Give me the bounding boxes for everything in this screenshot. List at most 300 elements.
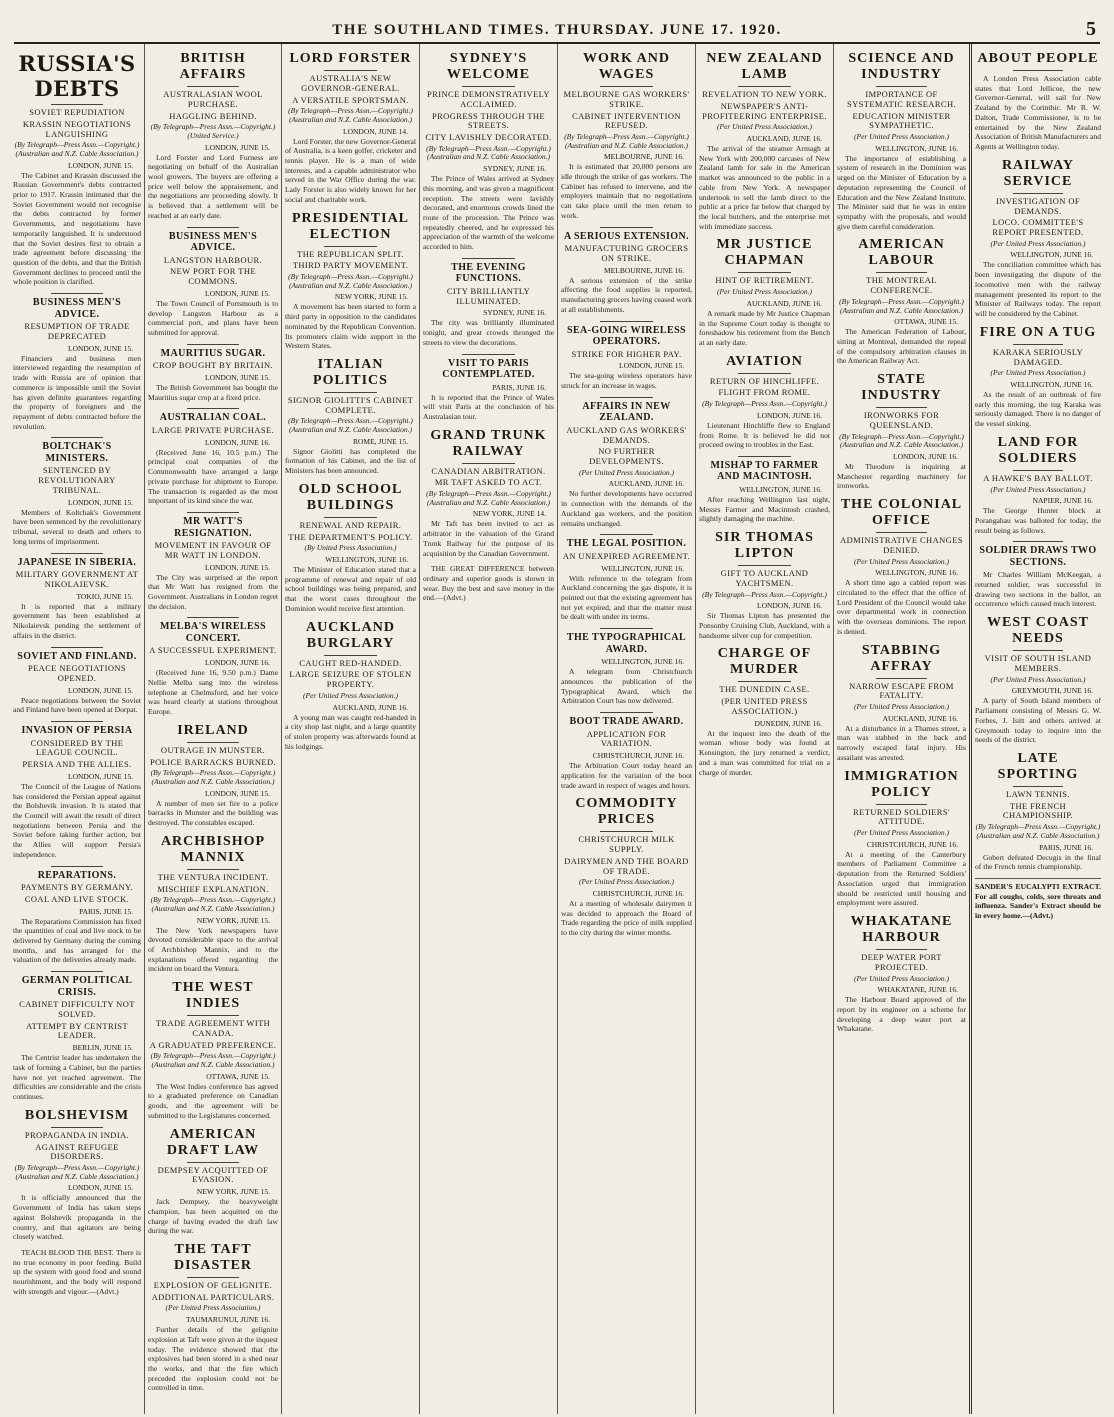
article-body: A telegram from Christchurch announces the publication of the Typographical Award, which the Arbitration Court has now delivered.: [561, 667, 692, 706]
article: [561, 534, 692, 622]
article-subheading: RENEWAL AND REPAIR.: [299, 519, 402, 530]
article-subheading: LAWN TENNIS.: [1006, 788, 1070, 799]
article-body: No further developments have occurred in connection with the demands of the Auckland gas workers, and the position remains unchanged.: [561, 489, 692, 528]
article-subheading: NO FURTHER DEVELOPMENTS.: [589, 446, 664, 467]
article-headline: LATE SPORTING: [997, 750, 1079, 782]
article-body: It is reported that a military government has been established at Nikolaievsk pending the settlement of affairs in the district.: [13, 601, 141, 640]
article-dateline: LONDON, JUNE 15.: [68, 1183, 133, 1193]
section-rule: [1013, 541, 1063, 542]
article-subheading: THE VENTURA INCIDENT.: [157, 871, 269, 882]
article: [837, 51, 966, 231]
article-subheading: LARGE SEIZURE OF STOLEN PROPERTY.: [289, 669, 412, 690]
article-body: A remark made by Mr Justice Chapman in the Supreme Court today is thought to foreshadow his retirement from the Bench at an early date.: [699, 308, 830, 347]
headline-rule: [876, 678, 928, 679]
article-subheading: IRONWORKS FOR QUEENSLAND.: [863, 410, 940, 430]
headline-rule: [324, 70, 376, 71]
article-headline: LAND FOR SOLDIERS: [997, 434, 1079, 466]
article-subheading: EXPLOSION OF GELIGNITE.: [153, 1279, 273, 1290]
article-headline: AUSTRALIAN COAL.: [159, 412, 267, 424]
article-dateline: MELBOURNE, JUNE 16.: [604, 152, 684, 162]
news-agency-credit: (By Telegraph—Press Assn.—Copyright.) (Australian and N.Z. Cable Association.): [288, 416, 413, 435]
article-headline: MISHAP TO FARMER AND MACINTOSH.: [710, 459, 819, 483]
article-dateline: WELLINGTON, JUNE 16.: [739, 484, 822, 494]
article-subheading: PROGRESS THROUGH THE STREETS.: [431, 110, 545, 131]
article: [975, 878, 1101, 921]
article-body: At a meeting of wholesale dairymen it was decided to approach the Board of Trade regarding the price of milk supplied to the city during the winter months.: [561, 898, 692, 938]
article-body: The Council of the League of Nations has considered the Persian appeal against the Bolshevik invasion. It is stated that the Council will await the result of direct negotiations between Persia and the Soviet before taking further action, but the Allies will support Persia's independence.: [13, 781, 141, 859]
article: [699, 237, 830, 347]
section-rule: [600, 321, 652, 322]
article-headline: RUSSIA'S DEBTS: [18, 51, 136, 101]
article-subheading: TRADE AGREEMENT WITH CANADA.: [155, 1018, 271, 1038]
headline-rule: [187, 742, 239, 743]
headline-rule: [738, 565, 790, 566]
article-subheading: LANGSTON HARBOUR.: [163, 254, 263, 265]
article-dateline: LONDON, JUNE 15.: [619, 361, 684, 371]
news-agency-credit: (Per United Press Association.): [854, 828, 949, 838]
article-body: The conciliation committee which has been investigating the dispute of the locomotive men with the railway management presented its report to the Minister of Railways today. The report will be considered by the Cabinet.: [975, 260, 1101, 319]
news-agency-credit: (Per United Press Association.): [854, 973, 949, 983]
article-dateline: NEW YORK, JUNE 15.: [196, 915, 270, 925]
headline-rule: [187, 1277, 239, 1278]
column-3: [282, 44, 420, 1414]
article-dateline: AUCKLAND, JUNE 16.: [332, 702, 408, 712]
article-body: Gobert defeated Decugis in the final of the French tennis championship.: [975, 852, 1101, 872]
article-body: The Reparations Commission has fixed the quantities of coal and live stock to be delivered by Germany during the coming months, and has arranged for the valuation of the deliveries already made.: [13, 916, 141, 965]
article-subheading: HINT OF RETIREMENT.: [715, 275, 814, 286]
article-body: Financiers and business men interviewed regarding the resumption of trade with Russia are of opinion that commerce is impossible until the Soviet has given definite guarantees regarding the property of foreigners and the repayment of debts contracted before the revolution.: [13, 353, 141, 431]
article: [837, 372, 966, 491]
article: [13, 971, 141, 1102]
article-headline: BOLTCHAK'S MINISTERS.: [42, 441, 112, 464]
article-subheading: COAL AND LIVE STOCK.: [24, 893, 130, 904]
article-body: The Minister of Education stated that a programme of renewal and repair of old school buildings was being prepared, and that the worst cases throughout the Dominion would receive first attention.: [285, 565, 416, 613]
article-headline: AUCKLAND BURGLARY: [306, 619, 395, 651]
article-subheading: MANUFACTURING GROCERS ON STRIKE.: [564, 243, 689, 263]
article-dateline: AUCKLAND, JUNE 16.: [746, 298, 822, 308]
article-subheading: ATTEMPT BY CENTRIST LEADER.: [25, 1020, 129, 1041]
article: [148, 51, 278, 221]
article-dateline: MELBOURNE, JUNE 16.: [604, 265, 684, 275]
article-headline: COMMODITY PRICES: [575, 796, 678, 828]
article-dateline: OTTAWA, JUNE 15.: [206, 1071, 270, 1081]
news-agency-credit: (Per United Press Association.): [990, 484, 1086, 494]
article: [975, 51, 1101, 152]
article-subheading: THE DEPARTMENT'S POLICY.: [288, 531, 413, 542]
column-4: [420, 44, 558, 1414]
article: [13, 1108, 141, 1242]
article-headline: AMERICAN LABOUR: [858, 237, 945, 269]
article-headline: SEA-GOING WIRELESS OPERATORS.: [567, 324, 686, 348]
section-rule: [187, 512, 239, 513]
article-headline: ABOUT PEOPLE: [977, 51, 1099, 66]
article-body: The arrival of the steamer Armagh at New York with 200,000 carcases of New Zealand lamb for sale in the American market was announced to the public in a cable from New York. A newspaper undertook to sell the lamb direct to the public at a price far below that charged by the local butchers, and the enterprise met with immediate success.: [699, 143, 830, 231]
section-rule: [462, 354, 514, 355]
article: [975, 325, 1101, 429]
headline-rule: [600, 86, 652, 87]
article-subheading: CANADIAN ARBITRATION.: [431, 465, 546, 476]
column-2: [145, 44, 282, 1414]
headline-rule: [876, 86, 928, 87]
article-dateline: CHRISTCHURCH, JUNE 16.: [592, 751, 684, 761]
article-dateline: WELLINGTON, JUNE 16.: [1010, 379, 1093, 389]
article: [285, 482, 416, 614]
article-subheading: ADMINISTRATIVE CHANGES DENIED.: [840, 535, 963, 555]
article-headline: A SERIOUS EXTENSION.: [564, 230, 689, 242]
article: [13, 553, 141, 641]
article-body: The George Hunter block at Porangahau was balloted for today, the result being as follows.: [975, 506, 1101, 535]
article-subheading: DAIRYMEN AND THE BOARD OF TRADE.: [564, 855, 689, 876]
article-body: The Harbour Board approved of the report by its engineer on a scheme for developing a deep water port at Whakatane.: [837, 995, 966, 1034]
article-body: A number of men set fire to a police barracks in Munster and the building was destroyed. The constables escaped.: [148, 798, 278, 828]
headline-rule: [1013, 193, 1063, 194]
article-subheading: (PER UNITED PRESS ASSOCIATION.): [721, 696, 808, 716]
article-body: Mr Taft has been invited to act as arbitrator in the valuation of the Grand Trunk Railway for the purpose of its acquisition by the Canadian Government.: [423, 519, 554, 558]
article-subheading: REVELATION TO NEW YORK.: [702, 89, 827, 99]
article: [561, 628, 692, 706]
article-headline: MELBA'S WIRELESS CONCERT.: [160, 621, 266, 644]
article: [285, 211, 416, 351]
news-agency-credit: (By Telegraph—Press Assn.—Copyright.) (Australian and N.Z. Cable Association.): [14, 140, 140, 158]
section-rule: [600, 712, 652, 713]
article-subheading: MELBOURNE GAS WORKERS' STRIKE.: [563, 89, 690, 109]
article-subheading: AN UNEXPIRED AGREEMENT.: [562, 550, 691, 561]
article-subheading: SOVIET REPUDIATION: [29, 107, 125, 117]
article: [13, 647, 141, 715]
article-subheading: AUCKLAND GAS WORKERS' DEMANDS.: [566, 424, 687, 445]
article-dateline: CHRISTCHURCH, JUNE 16.: [592, 888, 684, 898]
article: [837, 914, 966, 1034]
article-subheading: SIGNOR GIOLITTI'S CABINET COMPLETE.: [287, 394, 414, 415]
article-body: Members of Koltchak's Government have been sentenced by the revolutionary tribunal, several to death and others to long terms of imprisonment.: [13, 507, 141, 546]
headline-rule: [324, 392, 376, 393]
article: [699, 646, 830, 777]
article-subheading: DEEP WATER PORT PROJECTED.: [861, 952, 942, 972]
article-headline: AFFAIRS IN NEW ZEALAND.: [582, 400, 671, 424]
article-subheading: AUSTRALIA'S NEW GOVERNOR-GENERAL.: [301, 73, 400, 93]
article-body: Lord Forster and Lord Furness are negotiating on behalf of the Australian wool growers. The buyers are offering a price well below the appraisement, and the negotiations are proceeding slowly. It is believed that a settlement will be reached at an early date.: [148, 152, 278, 220]
column-5: [558, 44, 696, 1414]
headline-rule: [187, 86, 239, 87]
article-body: As the result of an outbreak of fire early this morning, the tug Karaka was seriously damaged. There is no danger of the vessel sinking.: [975, 389, 1101, 429]
column-6: [696, 44, 834, 1414]
article-subheading: NEWSPAPER'S ANTI-PROFITEERING ENTERPRISE.: [702, 100, 827, 121]
article: [148, 723, 278, 828]
article-body: Jack Dempsey, the heavyweight champion, has been acquitted on the charge of having evaded the draft law during the war.: [148, 1197, 278, 1236]
headline-rule: [324, 246, 376, 247]
article-subheading: THIRD PARTY MOVEMENT.: [292, 260, 409, 271]
article: [837, 237, 966, 366]
article: [975, 615, 1101, 745]
article-subheading: THE FRENCH CHAMPIONSHIP.: [1002, 800, 1074, 821]
article: [975, 435, 1101, 536]
article-headline: IRELAND: [177, 722, 249, 738]
article-dateline: NAPIER, JUNE 16.: [1032, 496, 1093, 506]
article: [975, 158, 1101, 319]
article-dateline: LONDON, JUNE 16.: [205, 658, 270, 668]
article-headline: WEST COAST NEEDS: [987, 615, 1089, 647]
article-body: At the inquest into the death of the woman whose body was found at Kensington, the jury returned a verdict, and a man was committed for trial on a charge of murder.: [699, 728, 830, 777]
article-dateline: WHAKATANE, JUNE 16.: [877, 985, 958, 995]
headline-rule: [1013, 70, 1063, 71]
article-subheading: OUTRAGE IN MUNSTER.: [160, 744, 266, 755]
article-body: Peace negotiations between the Soviet and Finland have been opened at Dorpat.: [13, 695, 141, 715]
article-subheading: IMPORTANCE OF SYSTEMATIC RESEARCH.: [846, 89, 957, 109]
section-rule: [600, 227, 652, 228]
headline-rule: [1013, 650, 1063, 651]
article-headline: MAURITIUS SUGAR.: [160, 347, 266, 359]
article-subheading: VISIT OF SOUTH ISLAND MEMBERS.: [984, 653, 1092, 673]
article-headline: BUSINESS MEN'S ADVICE.: [32, 297, 122, 320]
article-subheading: KRASSIN NEGOTIATIONS LANGUISHING: [22, 118, 132, 139]
article-dateline: BERLIN, JUNE 15.: [72, 1043, 133, 1053]
article-headline: SCIENCE AND INDUSTRY: [848, 51, 955, 82]
headline-rule: [738, 272, 790, 273]
headline-rule: [187, 869, 239, 870]
article-headline: FIRE ON A TUG: [979, 324, 1097, 340]
article-headline: THE EVENING FUNCTIONS.: [451, 261, 526, 285]
article-body: The City was surprised at the report that Mr Watt has resigned from the Government. Australians in London regret the decision.: [148, 572, 278, 611]
article-dateline: WELLINGTON, JUNE 16.: [601, 657, 684, 667]
news-agency-credit: (Per United Press Association.): [990, 368, 1086, 378]
article: [13, 437, 141, 546]
article-body: TEACH BLOOD THE BEST. There is no true economy in poor feeding. Build up the system with good food and sound nourishment, and the body will respond with strength and vigour.—(Advt.): [13, 1247, 141, 1296]
article-headline: SOLDIER DRAWS TWO SECTIONS.: [979, 545, 1097, 568]
headline-rule: [51, 104, 102, 105]
article-dateline: AUCKLAND, JUNE 16.: [882, 713, 958, 723]
article-subheading: CROP BOUGHT BY BRITAIN.: [152, 360, 274, 371]
article: [561, 227, 692, 315]
article: [13, 293, 141, 431]
article-body: A serious extension of the strike affecting the food supplies is reported, manufacturing grocers having ceased work at all establishments.: [561, 275, 692, 314]
news-agency-credit: (By Telegraph—Press Assn.—Copyright.): [702, 399, 827, 409]
article-dateline: LONDON, JUNE 15.: [68, 497, 133, 507]
article: [423, 258, 554, 348]
article-body: The Arbitration Court today heard an application for the variation of the boot trade award in respect of wages and hours.: [561, 761, 692, 790]
article-subheading: PRINCE DEMONSTRATIVELY ACCLAIMED.: [427, 89, 550, 109]
article: [423, 51, 554, 252]
article-subheading: PROPAGANDA IN INDIA.: [24, 1129, 130, 1140]
article: [285, 357, 416, 476]
news-agency-credit: (By United Press Association.): [304, 543, 397, 553]
article-dateline: LONDON, JUNE 15.: [205, 142, 270, 152]
article-body: At a disturbance in a Thames street, a man was stabbed in the back and narrowly escaped fatal injury. His assailant was arrested.: [837, 723, 966, 762]
article-subheading: A HAWKE'S BAY BALLOT.: [983, 472, 1093, 483]
headline-rule: [187, 1015, 239, 1016]
article-subheading: POLICE BARRACKS BURNED.: [149, 756, 277, 767]
section-rule: [187, 227, 239, 228]
article-subheading: AGAINST REFUGEE DISORDERS.: [35, 1141, 119, 1162]
article-headline: THE TAFT DISASTER: [173, 1241, 253, 1273]
news-agency-credit: (By Telegraph—Press Assn.—Copyright.) (Australian and N.Z. Cable Association.): [839, 296, 964, 315]
article-headline: ARCHBISHOP MANNIX: [160, 833, 266, 865]
article-body: At a meeting of the Canterbury members of Parliament Committee a deputation from the Returned Soldiers' Association urged that immigration should be restricted until housing and employment were assured.: [837, 849, 966, 908]
article-dateline: WELLINGTON, JUNE 16.: [875, 143, 958, 153]
article-dateline: SYDNEY, JUNE 16.: [483, 164, 546, 174]
article: [423, 564, 554, 603]
article-dateline: LONDON, JUNE 16.: [893, 451, 958, 461]
news-agency-credit: (By Telegraph—Press Assn.—Copyright.) (Australian and N.Z. Cable Association.): [839, 431, 964, 450]
article-headline: RAILWAY SERVICE: [1001, 157, 1075, 189]
headline-rule: [1013, 344, 1063, 345]
article-subheading: MOVEMENT IN FAVOUR OF MR WATT IN LONDON.: [154, 540, 272, 560]
news-agency-credit: (By Telegraph—Press Assn.—Copyright.) (Australian and N.Z. Cable Association.): [150, 768, 276, 786]
headline-rule: [324, 517, 376, 518]
article-subheading: HAGGLING BEHIND.: [169, 110, 257, 121]
news-agency-credit: (Per United Press Association.): [990, 674, 1086, 684]
article-headline: GRAND TRUNK RAILWAY: [430, 427, 547, 459]
article-headline: VISIT TO PARIS CONTEMPLATED.: [442, 357, 535, 381]
page-number: 5: [1086, 18, 1096, 40]
article: [423, 428, 554, 559]
article-subheading: CITY BRILLIANTLY ILLUMINATED.: [446, 285, 531, 306]
section-rule: [51, 721, 102, 722]
headline-rule: [876, 407, 928, 408]
article-body: THE GREAT DIFFERENCE between ordinary and superior goods is shown in wear. Buy the best and save money in the end.—(Advt.): [423, 564, 554, 603]
article: [561, 712, 692, 790]
article: [148, 408, 278, 506]
article-subheading: MR TAFT ASKED TO ACT.: [434, 477, 543, 488]
article-body: The West Indies conference has agreed to a graduated preference on Canadian goods, and the agreement will be submitted to the Legislatures concerned.: [148, 1081, 278, 1120]
section-rule: [600, 534, 652, 535]
article-dateline: OTTAWA, JUNE 15.: [894, 317, 958, 327]
article-dateline: LONDON, JUNE 15.: [68, 343, 133, 353]
article-headline: THE COLONIAL OFFICE: [840, 497, 963, 529]
article-headline: MR WATT'S RESIGNATION.: [174, 516, 252, 539]
article-dateline: LONDON, JUNE 15.: [205, 788, 270, 798]
column-7: [834, 44, 972, 1414]
article-headline: AMERICAN DRAFT LAW: [166, 1126, 260, 1158]
article-subheading: SENTENCED BY REVOLUTIONARY TRIBUNAL.: [38, 465, 116, 495]
article-headline: THE TYPOGRAPHICAL AWARD.: [566, 632, 687, 655]
article-dateline: NEW YORK, JUNE 15.: [334, 292, 408, 302]
article: [699, 530, 830, 640]
article-body: The Town Council of Portsmouth is to develop Langston Harbour as a commercial port, and plans have been submitted for approval.: [148, 298, 278, 338]
headline-rule: [876, 804, 928, 805]
article-headline: REPARATIONS.: [37, 869, 117, 881]
column-1: [10, 44, 145, 1414]
article-dateline: GREYMOUTH, JUNE 16.: [1011, 686, 1093, 696]
news-agency-credit: (By Telegraph—Press Assn.—Copyright.) (Australian and N.Z. Cable Association.): [150, 895, 276, 913]
article-dateline: LONDON, JUNE 16.: [757, 410, 822, 420]
article-subheading: CONSIDERED BY THE LEAGUE COUNCIL.: [30, 737, 124, 758]
article: [285, 620, 416, 752]
article-body: A London Press Association cable states that Lord Jellicoe, the new Governor-General, will sail for New Zealand by the Corinthic. Mr R. W. Dalton, Trade Commissioner, is to be entertained by the New Zealand Association of British Manufacturers and Agents at Wellington today.: [975, 74, 1101, 152]
section-rule: [51, 553, 102, 554]
news-agency-credit: (Per United Press Association.): [579, 467, 674, 477]
article-subheading: EDUCATION MINISTER SYMPATHETIC.: [852, 110, 951, 131]
section-rule: [51, 866, 102, 867]
article-body: Sir Thomas Lipton has presented the Ponsonby Cruising Club, Auckland, with a handsome silver cup for competition.: [699, 611, 830, 640]
headline-rule: [462, 463, 514, 464]
article-headline: STABBING AFFRAY: [861, 642, 942, 674]
article: [13, 721, 141, 860]
article-body: The British Government has bought the Mauritius sugar crop at a fixed price.: [148, 383, 278, 402]
section-rule: [187, 344, 239, 345]
headline-rule: [876, 272, 928, 273]
article-headline: LORD FORSTER: [289, 51, 412, 66]
article-subheading: FLIGHT FROM ROME.: [718, 387, 811, 398]
headline-rule: [51, 1127, 102, 1128]
article-subheading: INVESTIGATION OF DEMANDS.: [995, 195, 1081, 216]
article-dateline: LONDON, JUNE 16.: [757, 601, 822, 611]
masthead: [14, 18, 1100, 42]
article: [699, 456, 830, 524]
article-dateline: TOKIO, JUNE 15.: [76, 591, 133, 601]
article-headline: JAPANESE IN SIBERIA.: [17, 556, 137, 568]
article-body: (Received June 16, 10.5 p.m.) The principal coal companies of the Commonwealth have arranged a large private purchase for shipment to Europe. The transaction is regarded as the most important of its kind since the war.: [148, 447, 278, 506]
section-rule: [51, 971, 102, 972]
article: [148, 980, 278, 1120]
article-dateline: WELLINGTON, JUNE 16.: [875, 568, 958, 578]
article-subheading: LOCO. COMMITTEE'S REPORT PRESENTED.: [992, 217, 1084, 238]
article: [975, 541, 1101, 609]
article-body: A movement has been started to form a third party in opposition to the candidates nominated by the Republican Convention. Its promoters claim wide support in the Western States.: [285, 302, 416, 351]
article: [13, 866, 141, 966]
article: [561, 51, 692, 221]
article-dateline: LONDON, JUNE 15.: [205, 373, 270, 383]
news-agency-credit: (Per United Press Association.): [717, 122, 812, 132]
article: [148, 512, 278, 611]
article-body: Signor Giolitti has completed the formation of his Cabinet, and the list of Ministers has been announced.: [285, 446, 416, 476]
article-dateline: NEW YORK, JUNE 14.: [472, 509, 546, 519]
news-agency-credit: (By Telegraph—Press Assn.—Copyright.) (Australian and N.Z. Cable Association.): [288, 106, 413, 124]
article-body: It is reported that the Prince of Wales will visit Paris at the conclusion of his Australasian tour.: [423, 392, 554, 421]
article-subheading: DEMPSEY ACQUITTED OF EVASION.: [157, 1164, 269, 1185]
article-subheading: APPLICATION FOR VARIATION.: [586, 728, 667, 749]
article: [561, 321, 692, 391]
section-rule: [187, 617, 239, 618]
article: [148, 344, 278, 403]
article-dateline: LONDON, JUNE 14.: [343, 126, 408, 136]
article: [148, 227, 278, 338]
section-rule: [51, 437, 102, 438]
article-dateline: WELLINGTON, JUNE 16.: [325, 555, 408, 565]
article-body: A young man was caught red-handed in a city shop last night, and a large quantity of stolen property was afterwards found at his lodgings.: [285, 712, 416, 751]
article-dateline: DUNEDIN, JUNE 16.: [754, 718, 822, 728]
article-dateline: LONDON, JUNE 15.: [68, 160, 133, 170]
column-8: [972, 44, 1104, 1414]
news-agency-credit: (By Telegraph—Press Assn.—Copyright.) (Australian and N.Z. Cable Association.): [426, 489, 551, 507]
headline-rule: [738, 373, 790, 374]
article-dateline: WELLINGTON, JUNE 16.: [1010, 250, 1093, 260]
article-subheading: CAUGHT RED-HANDED.: [299, 657, 402, 668]
article-body: The New York newspapers have devoted considerable space to the arrival of Archbishop Mannix, and to the explanations offered regarding the incident on board the Ventura.: [148, 925, 278, 974]
section-rule: [600, 397, 652, 398]
headline-rule: [1013, 470, 1063, 471]
article-dateline: LONDON, JUNE 15.: [205, 562, 270, 572]
article-subheading: THE MONTREAL CONFERENCE.: [866, 275, 937, 296]
article-headline: IMMIGRATION POLICY: [844, 768, 959, 800]
article-body: Lieutenant Hinchliffe flew to England from Rome. It is believed he did not proceed owing to troubles in the East.: [699, 420, 830, 450]
news-agency-credit: (By Telegraph—Press Assn.—Copyright.): [702, 589, 827, 599]
article-body: Mr Theodore is inquiring at Manchester regarding machinery for ironworks.: [837, 461, 966, 491]
article-subheading: CABINET INTERVENTION REFUSED.: [572, 110, 681, 131]
article-body: The Cabinet and Krassin discussed the Russian Government's debts contracted prior to 1917. Krassin intimated that the Soviet Government would not recognise the debts contracted by former Governments, and negotiations have temporarily languished. It is understood that the Soviet desires first to obtain a trade agreement before discussing the question of the debts, and that the British Government declines to proceed until the whole position is clarified.: [13, 170, 141, 287]
headline-rule: [876, 532, 928, 533]
article-subheading: NARROW ESCAPE FROM FATALITY.: [849, 680, 954, 701]
news-agency-credit: (Per United Press Association.): [854, 132, 949, 142]
news-agency-credit: (By Telegraph—Press Assn.—Copyright.) (Australian and N.Z. Cable Association.): [150, 1051, 276, 1070]
article-headline: STATE INDUSTRY: [861, 372, 942, 404]
article-body: The importance of establishing a system of research in the Dominion was urged on the Minister of Education by a deputation representing the Council of Education and the New Zealand Institute. The Minister said that he was in entire sympathy with the proposals, and would give them careful consideration.: [837, 153, 966, 231]
article-body: The Prince of Wales arrived at Sydney this morning, and was given a magnificent reception. The streets were lavishly decorated, and enormous crowds lined the route of the procession. The Prince was repeatedly cheered, and he expressed his appreciation of the warmth of the welcome accorded to him.: [423, 174, 554, 252]
article-subheading: PAYMENTS BY GERMANY.: [21, 882, 133, 893]
article-subheading: GIFT TO AUCKLAND YACHTSMEN.: [720, 568, 809, 588]
article-body: It is officially announced that the Government of India has taken steps against Bolshevik propaganda in the country, and that agitators are being closely watched.: [13, 1193, 141, 1242]
news-agency-credit: (By Telegraph—Press Assn.—Copyright.) (United Service.): [150, 122, 276, 140]
news-agency-credit: (By Telegraph—Press Assn.—Copyright.) (Australian and N.Z. Cable Association.): [564, 132, 689, 150]
